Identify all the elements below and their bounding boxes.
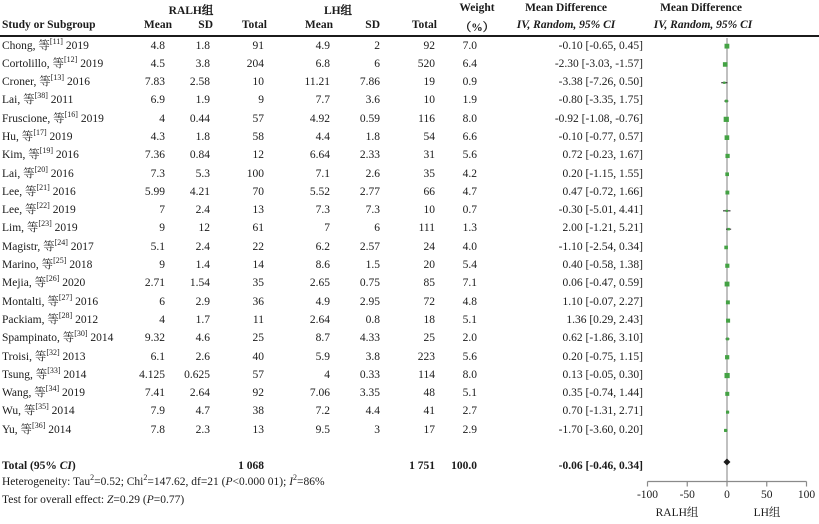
cell-mean-lh: 9.5 <box>315 423 330 436</box>
cell-total-lh: 17 <box>423 423 435 436</box>
cell-mean-ralh: 4 <box>159 313 165 326</box>
cell-total-ralh: 13 <box>252 204 264 217</box>
cell-total-lh: 10 <box>423 94 435 107</box>
study-label: Lee, 等[22] 2019 <box>2 201 76 217</box>
cell-total-ralh: 10 <box>252 76 264 89</box>
cell-mean-ralh: 7.83 <box>144 76 165 89</box>
cell-mean-ralh: 5.1 <box>150 240 165 253</box>
cell-sd-lh: 1.5 <box>365 259 380 272</box>
cell-mean-difference: 0.13 [-0.05, 0.30] <box>562 368 643 381</box>
cell-mean-ralh: 6.9 <box>150 94 165 107</box>
cell-mean-lh: 4.4 <box>315 130 330 143</box>
cell-mean-ralh: 7.41 <box>144 387 165 400</box>
study-label: Troisi, 等[32] 2013 <box>2 347 86 363</box>
study-label: Fruscione, 等[16] 2019 <box>2 109 104 125</box>
cell-sd-ralh: 0.44 <box>189 112 210 125</box>
effect-marker <box>725 372 730 377</box>
cell-mean-lh: 7.7 <box>315 94 330 107</box>
cell-mean-ralh: 5.99 <box>144 185 165 198</box>
cell-sd-lh: 2 <box>374 39 380 52</box>
axis-tick-label: -100 <box>636 488 659 501</box>
heterogeneity-line: Heterogeneity: Tau$^2$=0.52; Chi$^2$=147.62, df=21 (P<0.000 01); $I^2=86\%$ <box>2 473 325 488</box>
cell-mean-ralh: 7.36 <box>144 149 165 162</box>
effect-marker <box>726 337 729 340</box>
cell-mean-lh: 4.9 <box>315 295 330 308</box>
cell-mean-difference: 0.20 [-1.15, 1.55] <box>562 167 643 180</box>
cell-mean-difference: 0.40 [-0.58, 1.38] <box>562 259 643 272</box>
cell-mean-difference: 1.10 [-0.07, 2.27] <box>562 295 643 308</box>
cell-total-ralh: 14 <box>252 259 264 272</box>
md-column-title: Mean Difference <box>525 2 607 14</box>
effect-marker <box>725 99 728 102</box>
cell-mean-lh: 7 <box>324 222 330 235</box>
cell-mean-ralh: 6 <box>159 295 165 308</box>
cell-mean-ralh: 4 <box>159 112 165 125</box>
cell-mean-ralh: 2.71 <box>144 277 165 290</box>
cell-total-lh: 54 <box>423 130 435 143</box>
total-ralh-n: 1 068 <box>238 460 264 472</box>
cell-mean-lh: 4 <box>324 368 330 381</box>
study-label: Lee, 等[21] 2016 <box>2 183 76 198</box>
cell-sd-ralh: 1.8 <box>195 39 210 52</box>
cell-sd-lh: 0.33 <box>359 368 380 381</box>
cell-sd-lh: 4.4 <box>365 405 380 418</box>
cell-mean-difference: -1.10 [-2.54, 0.34] <box>558 240 643 253</box>
cell-weight: 7.1 <box>462 277 477 290</box>
cell-mean-lh: 4.92 <box>309 112 330 125</box>
study-label: Montalti, 等[27] 2016 <box>2 292 99 308</box>
effect-marker <box>725 135 730 140</box>
favours-left-label: RALH组 <box>655 506 699 519</box>
cell-total-lh: 25 <box>423 332 435 345</box>
cell-sd-lh: 6 <box>374 222 380 235</box>
cell-total-ralh: 58 <box>252 130 264 143</box>
cell-total-ralh: 92 <box>252 387 264 400</box>
cell-mean-lh: 5.9 <box>315 350 330 363</box>
cell-mean-ralh: 4.5 <box>150 57 165 70</box>
cell-mean-difference: 1.36 [0.29, 2.43] <box>566 313 643 326</box>
cell-total-lh: 85 <box>423 277 435 290</box>
cell-mean-ralh: 6.1 <box>150 350 165 363</box>
cell-total-ralh: 204 <box>246 57 264 70</box>
effect-marker <box>725 263 729 267</box>
cell-total-ralh: 35 <box>252 277 264 290</box>
cell-sd-ralh: 2.64 <box>189 387 210 400</box>
cell-sd-lh: 0.8 <box>365 313 380 326</box>
cell-mean-lh: 6.64 <box>309 149 330 162</box>
cell-sd-ralh: 2.3 <box>195 423 210 436</box>
effect-marker <box>725 355 729 359</box>
cell-sd-ralh: 2.6 <box>195 350 210 363</box>
cell-sd-ralh: 2.9 <box>195 295 210 308</box>
cell-mean-difference: -0.10 [-0.65, 0.45] <box>558 39 643 52</box>
cell-total-ralh: 22 <box>252 240 264 253</box>
study-label: Hu, 等[17] 2019 <box>2 128 73 143</box>
cell-mean-lh: 4.9 <box>315 39 330 52</box>
study-label: Marino, 等[25] 2018 <box>2 256 93 272</box>
cell-total-ralh: 36 <box>252 295 264 308</box>
study-label: Lim, 等[23] 2019 <box>2 219 78 235</box>
cell-mean-lh: 6.2 <box>315 240 330 253</box>
cell-sd-lh: 6 <box>374 57 380 70</box>
cell-total-lh: 20 <box>423 259 435 272</box>
cell-sd-ralh: 1.54 <box>189 277 210 290</box>
cell-sd-ralh: 0.84 <box>189 149 210 162</box>
cell-sd-lh: 0.59 <box>359 112 380 125</box>
study-label: Kim, 等[19] 2016 <box>2 146 79 162</box>
md-column-subtitle: IV, Random, 95% CI <box>516 18 616 31</box>
cell-sd-lh: 4.33 <box>359 332 380 345</box>
cell-sd-ralh: 0.625 <box>184 368 210 381</box>
study-label: Cortolillo, 等[12] 2019 <box>2 54 104 70</box>
forest-plot-canvas <box>600 37 819 524</box>
cell-weight: 6.4 <box>462 57 477 70</box>
cell-weight: 2.9 <box>462 423 477 436</box>
cell-weight: 5.6 <box>462 350 477 363</box>
cell-mean-ralh: 7.8 <box>150 423 165 436</box>
cell-weight: 6.6 <box>462 130 477 143</box>
total1-column-header: Total <box>241 18 267 31</box>
total-label: Total (95% CI) <box>2 460 76 472</box>
cell-sd-lh: 3.6 <box>365 94 380 107</box>
cell-total-lh: 520 <box>417 57 435 70</box>
cell-mean-ralh: 7 <box>159 204 165 217</box>
cell-mean-difference: 0.72 [-0.23, 1.67] <box>562 149 643 162</box>
cell-mean-lh: 7.3 <box>315 204 330 217</box>
study-label: Wu, 等[35] 2014 <box>2 402 75 418</box>
effect-marker <box>723 81 725 83</box>
cell-sd-lh: 2.57 <box>359 240 380 253</box>
cell-mean-difference: 0.70 [-1.31, 2.71] <box>562 405 643 418</box>
cell-total-lh: 48 <box>423 387 435 400</box>
total2-column-header: Total <box>411 18 437 31</box>
cell-total-lh: 223 <box>417 350 435 363</box>
cell-weight: 0.9 <box>462 76 477 89</box>
sd1-column-header: SD <box>198 18 213 31</box>
study-label: Wang, 等[34] 2019 <box>2 384 85 400</box>
cell-mean-ralh: 9.32 <box>144 332 165 345</box>
cell-total-ralh: 9 <box>258 94 264 107</box>
cell-total-lh: 116 <box>418 112 435 125</box>
effect-marker <box>725 391 729 395</box>
cell-sd-ralh: 1.4 <box>195 259 210 272</box>
cell-total-lh: 10 <box>423 204 435 217</box>
mean1-column-header: Mean <box>143 18 172 31</box>
group2-header: LH组 <box>323 5 353 17</box>
cell-sd-ralh: 5.3 <box>195 167 210 180</box>
study-label: Magistr, 等[24] 2017 <box>2 237 94 253</box>
cell-total-lh: 66 <box>423 185 435 198</box>
cell-weight: 5.1 <box>462 313 477 326</box>
effect-marker <box>725 153 729 157</box>
cell-weight: 8.0 <box>462 368 477 381</box>
study-column-header: Study or Subgroup <box>2 18 96 31</box>
effect-marker <box>725 172 729 176</box>
overall-effect-line: Test for overall effect: Z=0.29 (P=0.77) <box>2 494 185 506</box>
cell-total-ralh: 40 <box>252 350 264 363</box>
sd2-column-header: SD <box>365 18 380 31</box>
cell-sd-ralh: 1.9 <box>195 94 210 107</box>
cell-mean-lh: 11.21 <box>304 76 330 89</box>
total-mean-difference: -0.06 [-0.46, 0.34] <box>558 460 643 472</box>
cell-sd-ralh: 12 <box>198 222 210 235</box>
cell-mean-difference: 0.20 [-0.75, 1.15] <box>562 350 643 363</box>
effect-marker <box>724 428 727 431</box>
weight-header: Weight <box>459 2 495 14</box>
cell-mean-ralh: 7.9 <box>150 405 165 418</box>
cell-total-lh: 24 <box>423 240 435 253</box>
cell-mean-lh: 2.65 <box>309 277 330 290</box>
cell-total-ralh: 38 <box>252 405 264 418</box>
study-label: Lai, 等[20] 2016 <box>2 164 74 180</box>
cell-total-lh: 19 <box>423 76 435 89</box>
cell-total-lh: 92 <box>423 39 435 52</box>
cell-mean-difference: 2.00 [-1.21, 5.21] <box>562 222 643 235</box>
cell-total-lh: 31 <box>423 149 435 162</box>
cell-sd-ralh: 4.7 <box>195 405 210 418</box>
group1-header: RALH组 <box>168 5 214 17</box>
cell-mean-difference: 0.35 [-0.74, 1.44] <box>562 387 643 400</box>
cell-total-ralh: 91 <box>252 39 264 52</box>
cell-total-lh: 114 <box>418 368 435 381</box>
cell-sd-lh: 3.35 <box>359 387 380 400</box>
cell-sd-lh: 7.3 <box>365 204 380 217</box>
cell-sd-lh: 2.33 <box>359 149 380 162</box>
total-lh-n: 1 751 <box>409 460 435 472</box>
effect-marker <box>725 190 729 194</box>
study-label: Tsung, 等[33] 2014 <box>2 366 87 381</box>
effect-marker <box>726 300 730 304</box>
cell-sd-ralh: 4.6 <box>195 332 210 345</box>
effect-marker <box>725 281 730 286</box>
cell-total-ralh: 61 <box>252 222 264 235</box>
cell-mean-lh: 7.1 <box>315 167 330 180</box>
effect-marker <box>725 43 730 48</box>
cell-sd-ralh: 2.4 <box>195 240 210 253</box>
md-plot-title: Mean Difference <box>660 2 742 14</box>
cell-mean-ralh: 9 <box>159 222 165 235</box>
effect-marker <box>726 410 729 413</box>
cell-weight: 4.8 <box>462 295 477 308</box>
study-label: Yu, 等[36] 2014 <box>2 420 72 436</box>
cell-weight: 0.7 <box>462 204 477 217</box>
cell-weight: 7.0 <box>462 39 477 52</box>
cell-sd-lh: 2.77 <box>359 185 380 198</box>
total-spacer <box>330 457 380 475</box>
cell-total-ralh: 12 <box>252 149 264 162</box>
cell-mean-difference: 0.47 [-0.72, 1.66] <box>562 185 643 198</box>
cell-mean-lh: 7.06 <box>309 387 330 400</box>
cell-mean-ralh: 4.3 <box>150 130 165 143</box>
cell-mean-difference: -0.30 [-5.01, 4.41] <box>558 204 643 217</box>
study-label: Chong, 等[11] 2019 <box>2 36 89 52</box>
cell-total-ralh: 100 <box>246 167 264 180</box>
cell-mean-ralh: 9 <box>159 259 165 272</box>
cell-weight: 2.0 <box>462 332 477 345</box>
cell-mean-lh: 8.7 <box>315 332 330 345</box>
effect-marker <box>724 116 729 121</box>
cell-weight: 4.7 <box>462 185 477 198</box>
cell-weight: 5.6 <box>462 149 477 162</box>
cell-total-ralh: 57 <box>252 368 264 381</box>
axis-tick-label: 50 <box>761 488 773 501</box>
cell-sd-ralh: 2.4 <box>195 204 210 217</box>
cell-sd-lh: 3.8 <box>365 350 380 363</box>
cell-total-lh: 18 <box>423 313 435 326</box>
study-label: Lai, 等[38] 2011 <box>2 91 74 107</box>
cell-sd-ralh: 1.8 <box>195 130 210 143</box>
cell-total-ralh: 70 <box>252 185 264 198</box>
cell-weight: 4.0 <box>462 240 477 253</box>
favours-right-label: LH组 <box>753 506 781 519</box>
md-plot-subtitle: IV, Random, 95% CI <box>653 18 753 31</box>
cell-mean-lh: 7.2 <box>315 405 330 418</box>
effect-marker <box>724 245 728 249</box>
cell-weight: 1.9 <box>462 94 477 107</box>
cell-mean-difference: -0.80 [-3.35, 1.75] <box>558 94 643 107</box>
effect-marker <box>726 209 728 211</box>
cell-sd-lh: 1.8 <box>365 130 380 143</box>
total-spacer <box>165 457 210 475</box>
cell-mean-difference: -2.30 [-3.03, -1.57] <box>554 57 643 70</box>
cell-weight: 1.3 <box>462 222 477 235</box>
cell-total-lh: 111 <box>418 222 435 235</box>
cell-total-ralh: 13 <box>252 423 264 436</box>
cell-mean-difference: 0.06 [-0.47, 0.59] <box>562 277 643 290</box>
cell-weight: 8.0 <box>462 112 477 125</box>
cell-sd-lh: 2.95 <box>359 295 380 308</box>
axis-tick-label: 100 <box>797 488 816 501</box>
cell-sd-ralh: 4.21 <box>189 185 210 198</box>
cell-sd-ralh: 2.58 <box>189 76 210 89</box>
cell-weight: 5.4 <box>462 259 477 272</box>
cell-sd-lh: 7.86 <box>359 76 380 89</box>
cell-mean-lh: 5.52 <box>309 185 330 198</box>
cell-total-lh: 41 <box>423 405 435 418</box>
cell-mean-difference: -0.10 [-0.77, 0.57] <box>558 130 643 143</box>
cell-total-ralh: 57 <box>252 112 264 125</box>
weight-percent-header: （%） <box>459 21 495 34</box>
cell-mean-ralh: 7.3 <box>150 167 165 180</box>
cell-mean-lh: 8.6 <box>315 259 330 272</box>
cell-mean-lh: 2.64 <box>309 313 330 326</box>
cell-weight: 2.7 <box>462 405 477 418</box>
effect-marker <box>726 318 730 322</box>
cell-mean-difference: -1.70 [-3.60, 0.20] <box>558 423 643 436</box>
effect-marker <box>727 227 730 230</box>
cell-sd-ralh: 3.8 <box>195 57 210 70</box>
cell-mean-ralh: 4.8 <box>150 39 165 52</box>
cell-weight: 4.2 <box>462 167 477 180</box>
cell-mean-difference: -3.38 [-7.26, 0.50] <box>558 76 643 89</box>
cell-sd-lh: 3 <box>374 423 380 436</box>
axis-tick-label: -50 <box>679 488 695 501</box>
cell-mean-difference: 0.62 [-1.86, 3.10] <box>562 332 643 345</box>
cell-mean-difference: -0.92 [-1.08, -0.76] <box>554 112 643 125</box>
study-label: Croner, 等[13] 2016 <box>2 73 90 89</box>
cell-total-ralh: 11 <box>252 313 264 326</box>
cell-total-lh: 35 <box>423 167 435 180</box>
mean2-column-header: Mean <box>304 18 333 31</box>
cell-weight: 5.1 <box>462 387 477 400</box>
axis-tick-label: 0 <box>724 488 730 501</box>
study-label: Packiam, 等[28] 2012 <box>2 311 99 326</box>
cell-sd-lh: 0.75 <box>359 277 380 290</box>
cell-mean-ralh: 4.125 <box>139 368 165 381</box>
study-label: Spampinato, 等[30] 2014 <box>2 329 114 345</box>
cell-mean-lh: 6.8 <box>315 57 330 70</box>
cell-sd-ralh: 1.7 <box>195 313 210 326</box>
cell-total-ralh: 25 <box>252 332 264 345</box>
study-label: Mejia, 等[26] 2020 <box>2 274 86 290</box>
cell-sd-lh: 2.6 <box>365 167 380 180</box>
total-diamond <box>723 458 730 465</box>
total-weight: 100.0 <box>451 460 477 472</box>
cell-total-lh: 72 <box>423 295 435 308</box>
effect-marker <box>723 62 728 67</box>
total-spacer <box>119 457 165 475</box>
